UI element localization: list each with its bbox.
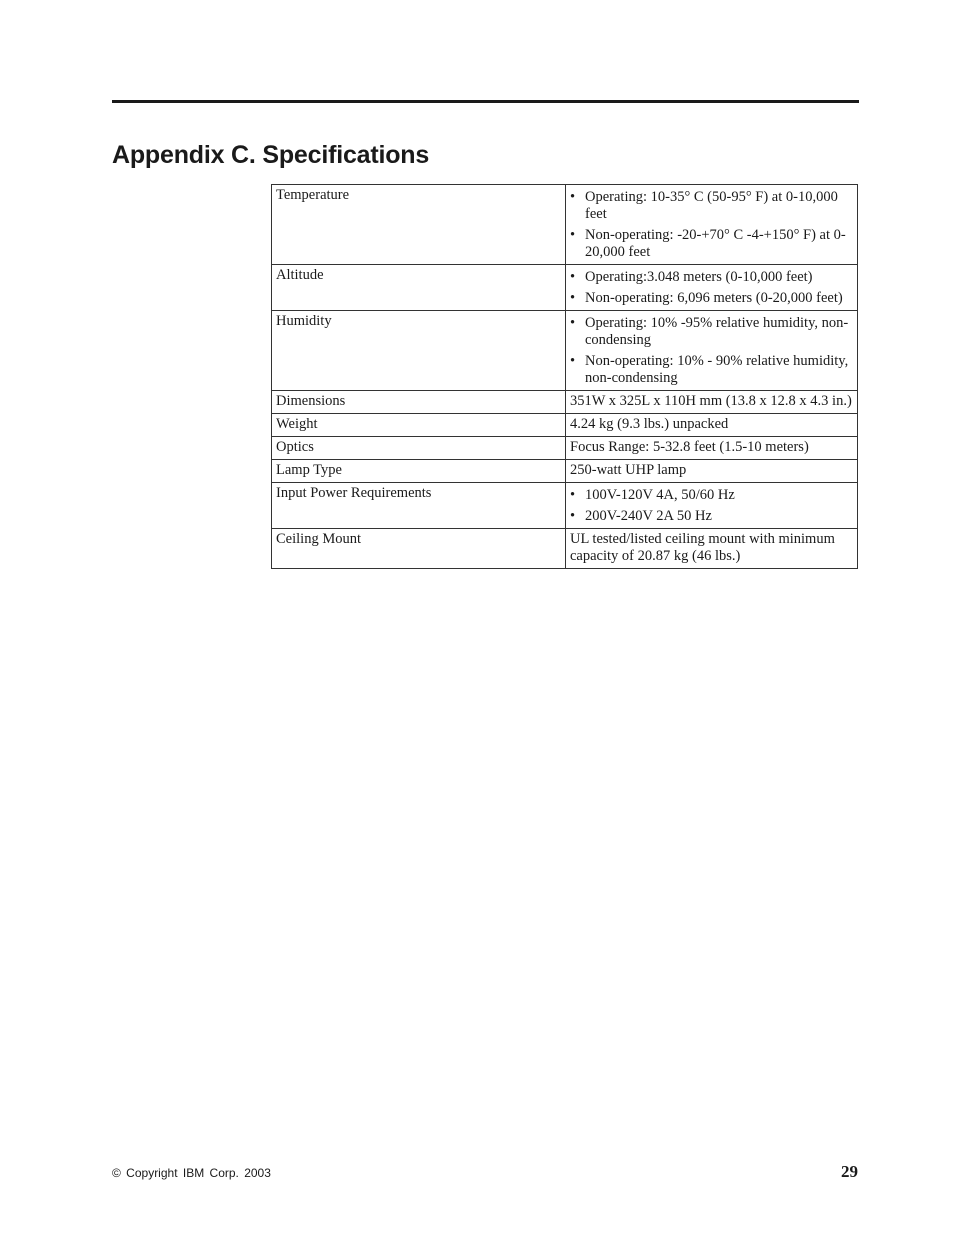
specifications-table (271, 184, 858, 569)
spec-bullet-list (570, 189, 853, 261)
table-row (272, 529, 858, 569)
spec-label: Dimensions (272, 391, 566, 414)
spec-value: 250-watt UHP lamp (566, 460, 858, 483)
spec-label: Ceiling Mount (272, 529, 566, 569)
spec-label: Humidity (272, 311, 566, 391)
table-row (272, 265, 858, 311)
spec-label: Input Power Requirements (272, 483, 566, 529)
spec-value (566, 311, 858, 391)
header-rule (112, 100, 859, 103)
list-item: • 200V-240V 2A 50 Hz (570, 508, 853, 525)
spec-bullet-list (570, 487, 853, 525)
spec-value: 4.24 kg (9.3 lbs.) unpacked (566, 414, 858, 437)
spec-label: Lamp Type (272, 460, 566, 483)
list-item: • Operating: 10% -95% relative humidity, non-condensing (570, 315, 853, 349)
spec-label: Weight (272, 414, 566, 437)
spec-value (566, 483, 858, 529)
spec-value: Focus Range: 5-32.8 feet (1.5-10 meters) (566, 437, 858, 460)
spec-label: Temperature (272, 185, 566, 265)
table-row (272, 483, 858, 529)
spec-label: Optics (272, 437, 566, 460)
table-row (272, 391, 858, 414)
table-row (272, 460, 858, 483)
list-item: • Operating: 10-35° C (50-95° F) at 0-10,000 feet (570, 189, 853, 223)
spec-bullet-list (570, 269, 853, 307)
page-title: Appendix C. Specifications (112, 141, 430, 169)
table-row (272, 311, 858, 391)
list-item: • Non-operating: 6,096 meters (0-20,000 feet) (570, 290, 853, 307)
copyright-notice: © Copyright IBM Corp. 2003 (112, 1166, 271, 1180)
spec-value: 351W x 325L x 110H mm (13.8 x 12.8 x 4.3 in.) (566, 391, 858, 414)
list-item: • Non-operating: 10% - 90% relative humidity, non-condensing (570, 353, 853, 387)
list-item: • Non-operating: -20-+70° C -4-+150° F) at 0-20,000 feet (570, 227, 853, 261)
spec-bullet-list (570, 315, 853, 387)
table-row (272, 185, 858, 265)
page-number: 29 (841, 1162, 858, 1181)
table-row (272, 437, 858, 460)
list-item: • 100V-120V 4A, 50/60 Hz (570, 487, 853, 504)
spec-value: UL tested/listed ceiling mount with minimum capacity of 20.87 kg (46 lbs.) (566, 529, 858, 569)
table-row (272, 414, 858, 437)
spec-value (566, 265, 858, 311)
spec-label: Altitude (272, 265, 566, 311)
spec-value (566, 185, 858, 265)
list-item: • Operating:3.048 meters (0-10,000 feet) (570, 269, 853, 286)
